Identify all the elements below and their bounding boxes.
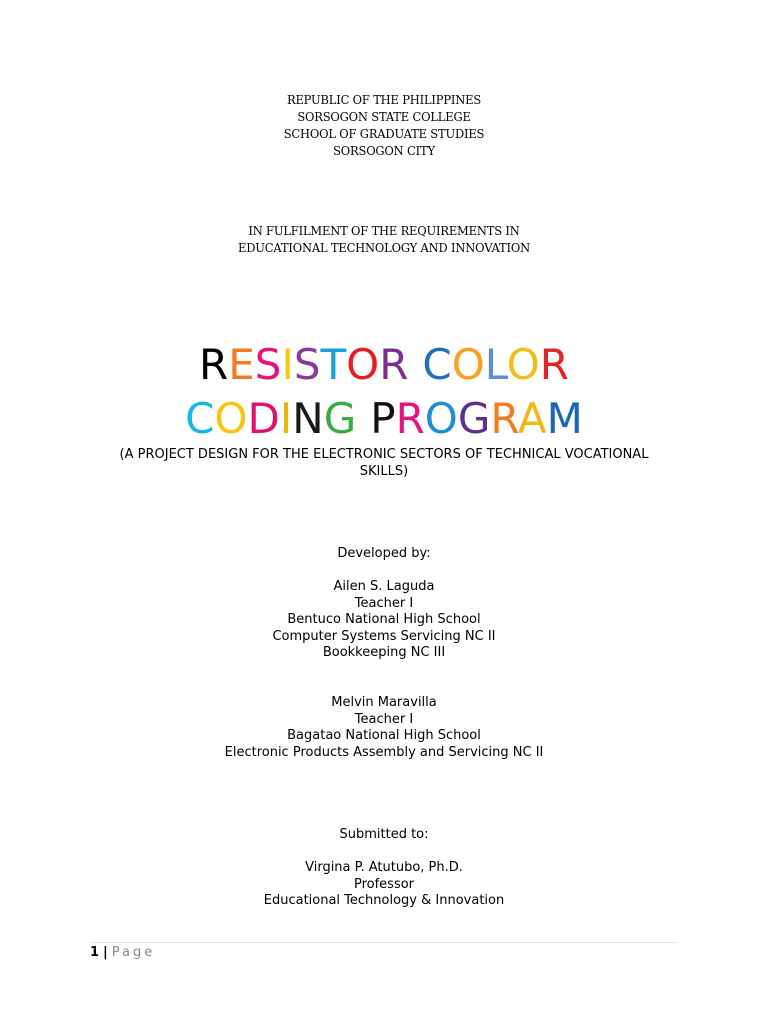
title-letter-r: R: [379, 340, 409, 389]
header-line-college: SORSOGON STATE COLLEGE: [297, 109, 471, 124]
recipient-department: Educational Technology & Innovation: [263, 893, 505, 908]
title-letter-o: O: [506, 340, 540, 389]
author-2-position: Teacher I: [354, 711, 414, 727]
author-1-cert-2: Bookkeeping NC III: [322, 645, 446, 660]
author-2-name: Melvin Maravilla: [331, 695, 437, 710]
title-letter-o: O: [451, 340, 485, 389]
title-letter-o: O: [424, 394, 458, 443]
author-1-cert-1: Computer Systems Servicing NC II: [272, 628, 496, 644]
author-1-block: [0, 579, 768, 662]
author-1-name: Ailen S. Laguda: [333, 579, 435, 594]
header-line-city: SORSOGON CITY: [333, 143, 435, 158]
title-letter-g: G: [457, 394, 491, 443]
developed-by-section: [0, 546, 768, 563]
recipient-block: [0, 860, 768, 910]
title-letter-s: S: [293, 340, 321, 389]
document-subtitle: (A PROJECT DESIGN FOR THE ELECTRONIC SECTORS OF TECHNICAL VOCATIONAL SKILLS): [119, 447, 649, 479]
page-number: 1: [90, 945, 100, 960]
page-footer: [90, 944, 155, 962]
title-letter-t: T: [320, 340, 347, 389]
fulfilment-line-1: IN FULFILMENT OF THE REQUIREMENTS IN: [248, 223, 520, 238]
title-letter-s: S: [254, 340, 282, 389]
author-2-cert-1: Electronic Products Assembly and Servicing NC II: [224, 744, 544, 760]
title-letter-n: N: [292, 394, 324, 443]
recipient-position: Professor: [353, 876, 415, 892]
page-label: Page: [111, 945, 156, 960]
author-2-block: [0, 695, 768, 761]
title-letter-r: R: [395, 394, 425, 443]
author-2-school: Bagatao National High School: [287, 728, 481, 743]
submitted-to-label: Submitted to:: [339, 827, 429, 842]
title-letter-m: M: [546, 394, 583, 443]
title-letter-r: R: [539, 340, 569, 389]
title-letter-g: G: [323, 394, 357, 443]
institution-header: [31, 91, 738, 159]
title-line-2: [0, 392, 768, 446]
title-letter-i: I: [281, 340, 294, 389]
title-letter-i: I: [279, 394, 293, 443]
title-letter-o: O: [214, 394, 248, 443]
header-line-school: SCHOOL OF GRADUATE STUDIES: [283, 126, 485, 141]
developed-by-label: Developed by:: [337, 546, 431, 561]
fulfilment-line-2: EDUCATIONAL TECHNOLOGY AND INNOVATION: [237, 240, 530, 255]
title-letter-e: E: [228, 340, 255, 389]
submitted-to-section: [0, 827, 768, 844]
title-letter-d: D: [247, 394, 280, 443]
title-letter-c: C: [422, 340, 452, 389]
title-letter-r: R: [199, 340, 229, 389]
author-1-position: Teacher I: [354, 595, 414, 611]
fulfilment-statement: [31, 222, 738, 256]
document-title: [0, 338, 768, 446]
author-1-school: Bentuco National High School: [287, 612, 481, 627]
title-letter-c: C: [185, 394, 215, 443]
title-letter-a: A: [517, 394, 547, 443]
header-line-republic: REPUBLIC OF THE PHILIPPINES: [286, 92, 482, 107]
title-letter-p: P: [370, 394, 396, 443]
title-line-1: [0, 338, 768, 392]
title-letter-r: R: [490, 394, 518, 443]
footer-separator: |: [103, 945, 108, 960]
recipient-name: Virgina P. Atutubo, Ph.D.: [305, 860, 463, 875]
title-letter-l: L: [484, 340, 507, 389]
title-letter-o: O: [346, 340, 380, 389]
footer-divider: [90, 942, 678, 943]
